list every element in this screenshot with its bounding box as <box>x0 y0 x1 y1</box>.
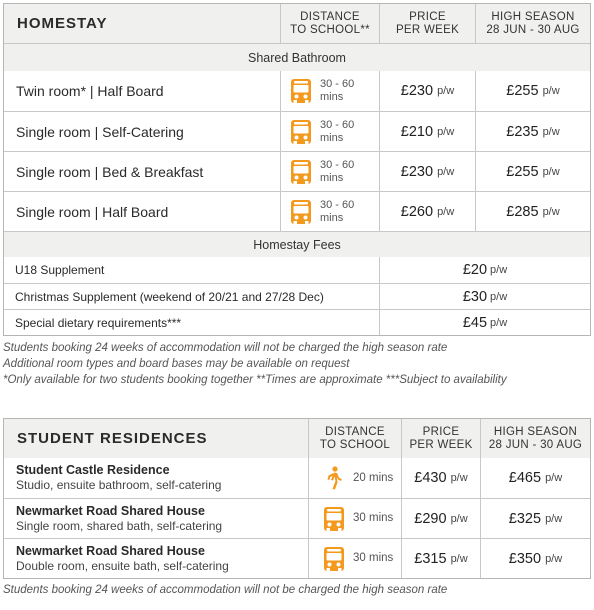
distance-unit: mins <box>320 131 344 144</box>
res-price-header-line2: PER WEEK <box>409 438 473 451</box>
fees-section-label: Homestay Fees <box>4 232 590 257</box>
distance-header-line1: DISTANCE <box>300 10 360 23</box>
homestay-room-row <box>4 111 590 151</box>
note-additional-rooms: Additional room types and board bases may be available on request <box>3 358 350 370</box>
residence-name-cell <box>4 499 308 538</box>
walking-person-icon <box>323 466 345 490</box>
price-value: £210 <box>400 123 434 140</box>
res-price-per-week <box>401 499 480 538</box>
price-unit: p/w <box>437 85 455 97</box>
price-per-week <box>379 71 475 111</box>
price-unit: p/w <box>437 125 455 138</box>
high-season-value: £235 <box>506 123 539 140</box>
price-value: £260 <box>400 203 434 220</box>
distance-text <box>320 159 354 185</box>
fee-price-value: £20 <box>462 262 488 278</box>
distance-range: 30 - 60 <box>320 198 355 211</box>
fee-label: U18 Supplement <box>15 263 105 277</box>
fee-price-unit: p/w <box>490 316 508 329</box>
price-per-week <box>379 192 475 231</box>
bus-icon <box>323 547 345 571</box>
distance-header-line2: TO SCHOOL** <box>290 23 370 36</box>
res-distance-cell <box>308 458 401 498</box>
fee-label: Christmas Supplement (weekend of 20/21 and 27/28 Dec) <box>15 289 324 304</box>
high-season-price <box>475 192 590 231</box>
price-per-week <box>379 112 475 151</box>
homestay-room-row <box>4 191 590 231</box>
res-price-header <box>401 419 480 458</box>
res-price-header-line1: PRICE <box>422 425 460 438</box>
price-value: £230 <box>400 83 434 99</box>
res-high-season-unit: p/w <box>545 472 563 484</box>
residence-name: Newmarket Road Shared House <box>16 543 205 558</box>
distance-cell <box>280 152 379 191</box>
residence-name: Newmarket Road Shared House <box>16 503 205 518</box>
note-high-season: Students booking 24 weeks of accommodation will not be charged the high season rate <box>3 342 448 354</box>
bus-icon <box>290 120 312 144</box>
res-high-season-header-line1: HIGH SEASON <box>493 425 578 438</box>
res-high-season-price <box>480 499 590 538</box>
res-high-season-price <box>480 458 590 498</box>
residence-row <box>4 458 590 498</box>
high-season-header-line1: HIGH SEASON <box>491 10 575 23</box>
res-price-unit: p/w <box>450 472 468 484</box>
res-distance-cell <box>308 499 401 538</box>
high-season-header <box>475 4 590 43</box>
res-high-season-price <box>480 539 590 578</box>
res-price-unit: p/w <box>450 512 468 525</box>
residence-row <box>4 538 590 578</box>
distance-range: 30 - 60 <box>320 118 355 131</box>
distance-text <box>320 78 354 104</box>
res-high-season-unit: p/w <box>545 552 563 565</box>
distance-unit: mins <box>320 91 344 103</box>
homestay-room-row <box>4 71 590 111</box>
res-high-season-value: £465 <box>508 470 542 486</box>
distance-cell <box>280 112 379 151</box>
residences-title: STUDENT RESIDENCES <box>17 430 208 447</box>
res-distance-header <box>308 419 401 458</box>
note-high-season-residences: Students booking 24 weeks of accommodation will not be charged the high season rate <box>3 584 448 596</box>
res-high-season-header-line2: 28 JUN - 30 AUG <box>488 438 583 451</box>
fee-price <box>379 310 590 335</box>
res-distance-header-line2: TO SCHOOL <box>319 438 391 451</box>
residence-description: Studio, ensuite bathroom, self-catering <box>16 478 222 492</box>
price-unit: p/w <box>437 205 455 218</box>
high-season-unit: p/w <box>542 125 560 138</box>
distance-header <box>280 4 379 43</box>
high-season-unit: p/w <box>542 85 560 97</box>
room-type: Twin room* | Half Board <box>16 83 164 99</box>
fee-row <box>4 257 590 283</box>
fee-label: Special dietary requirements*** <box>15 315 182 330</box>
residences-table <box>3 418 591 579</box>
distance-range: 30 - 60 <box>320 158 355 171</box>
res-distance-header-line1: DISTANCE <box>325 425 385 438</box>
high-season-header-line2: 28 JUN - 30 AUG <box>486 23 580 36</box>
fee-price-value: £45 <box>462 314 488 331</box>
shared-bathroom-section-row <box>4 43 590 71</box>
homestay-title: HOMESTAY <box>17 15 108 32</box>
bus-icon <box>290 200 312 224</box>
residences-header-row <box>4 419 590 458</box>
fee-price-unit: p/w <box>490 264 508 276</box>
price-unit: p/w <box>437 165 455 178</box>
res-distance-text: 20 mins <box>353 471 394 484</box>
residence-description: Single room, shared bath, self-catering <box>16 518 223 533</box>
high-season-unit: p/w <box>542 165 560 178</box>
section-label: Shared Bathroom <box>4 44 590 71</box>
res-price-unit: p/w <box>450 552 468 565</box>
distance-range: 30 - 60 <box>320 78 355 90</box>
homestay-header-row <box>4 4 590 43</box>
fee-price-unit: p/w <box>490 290 508 303</box>
residence-name-cell <box>4 458 308 498</box>
bus-icon <box>290 160 312 184</box>
price-value: £230 <box>400 163 434 180</box>
fee-price <box>379 284 590 309</box>
price-per-week <box>379 152 475 191</box>
fee-price-value: £30 <box>462 288 488 305</box>
residence-name-cell <box>4 539 308 578</box>
high-season-unit: p/w <box>542 205 560 218</box>
fee-row <box>4 309 590 335</box>
homestay-room-row <box>4 151 590 191</box>
room-type: Single room | Self-Catering <box>16 123 184 140</box>
distance-unit: mins <box>320 211 344 224</box>
res-distance-text: 30 mins <box>353 512 394 524</box>
price-header <box>379 4 475 43</box>
residence-row <box>4 498 590 538</box>
res-price-per-week <box>401 539 480 578</box>
res-distance-text: 30 mins <box>353 552 394 564</box>
distance-unit: mins <box>320 171 344 184</box>
high-season-value: £285 <box>506 203 539 220</box>
res-price-value: £430 <box>414 470 447 486</box>
distance-text <box>320 119 354 145</box>
distance-cell <box>280 192 379 231</box>
bus-icon <box>290 79 312 103</box>
high-season-price <box>475 112 590 151</box>
homestay-fees-section-row <box>4 231 590 257</box>
high-season-price <box>475 152 590 191</box>
room-type: Single room | Half Board <box>16 203 169 220</box>
room-type: Single room | Bed & Breakfast <box>16 163 204 180</box>
high-season-price <box>475 71 590 111</box>
res-price-value: £315 <box>414 550 447 567</box>
fee-row <box>4 283 590 309</box>
high-season-value: £255 <box>506 163 539 180</box>
residence-name: Student Castle Residence <box>16 463 170 477</box>
distance-text <box>320 199 354 225</box>
bus-icon <box>323 507 345 531</box>
fee-price <box>379 257 590 283</box>
res-high-season-value: £350 <box>508 550 542 567</box>
residence-description: Double room, ensuite bath, self-catering <box>16 558 229 573</box>
res-distance-cell <box>308 539 401 578</box>
price-header-line1: PRICE <box>409 10 446 23</box>
res-price-value: £290 <box>414 510 447 527</box>
res-high-season-value: £325 <box>508 510 542 527</box>
distance-cell <box>280 71 379 111</box>
high-season-value: £255 <box>506 83 539 99</box>
note-footnotes: *Only available for two students booking together **Times are approximate ***Subject to availability <box>3 374 507 386</box>
res-price-per-week <box>401 458 480 498</box>
price-header-line2: PER WEEK <box>395 23 460 36</box>
res-high-season-header <box>480 419 590 458</box>
homestay-table <box>3 3 591 336</box>
res-high-season-unit: p/w <box>545 512 563 525</box>
